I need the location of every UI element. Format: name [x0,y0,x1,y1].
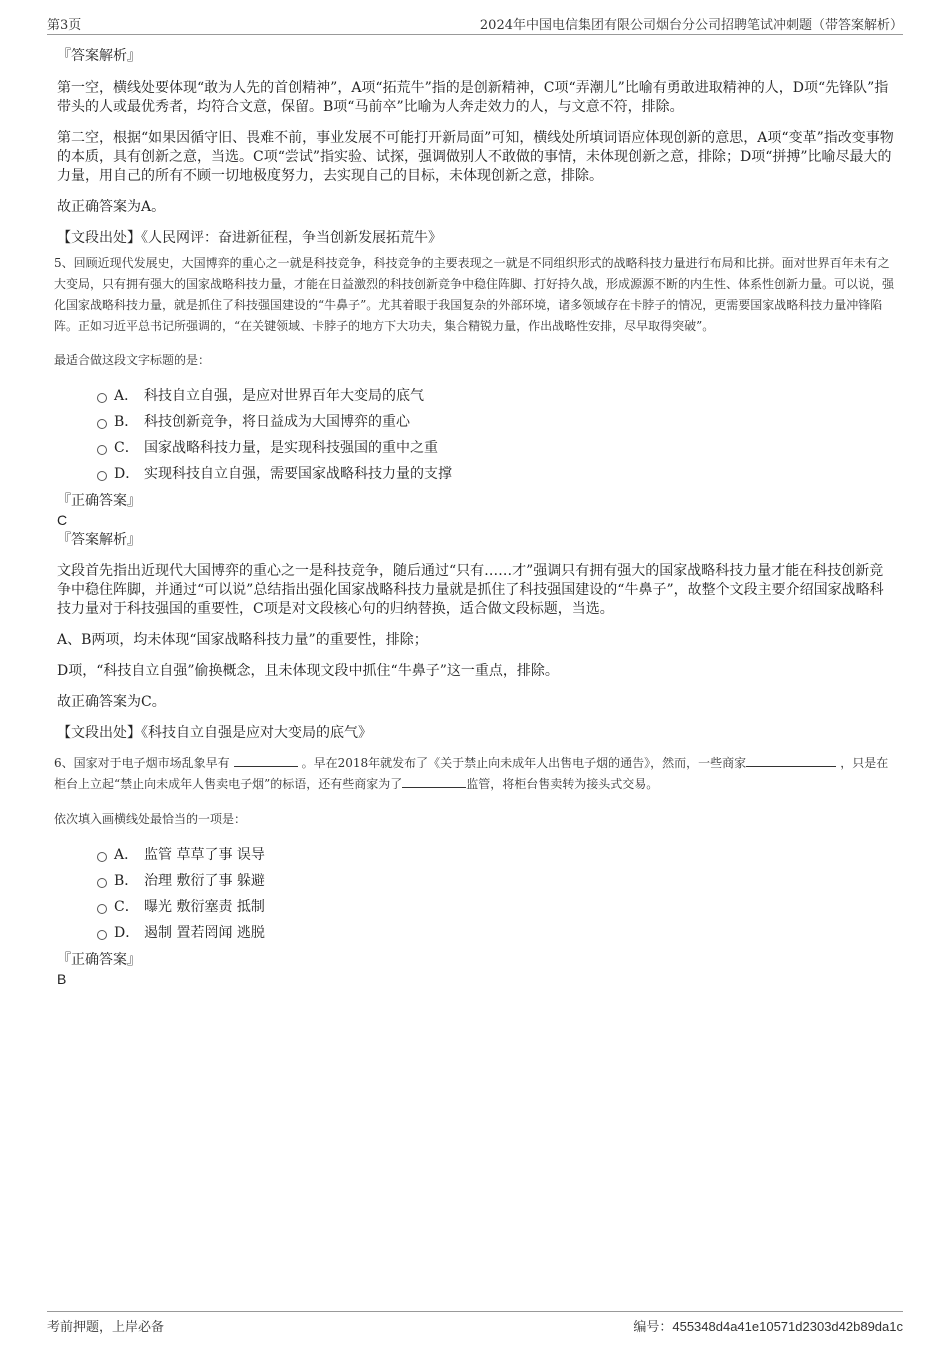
page-footer [47,1311,903,1335]
q6-option-d[interactable]: D． 遏制 置若罔闻 逃脱 [57,922,897,948]
footer-slogan: 考前押题，上岸必备 [47,1320,165,1335]
page-number: 第3页 [47,18,82,33]
document-code: 编号：455348d4a41e10571d2303d42b89da1c [633,1319,903,1335]
q5-analysis-p2: A、B两项，均未体现“国家战略科技力量”的重要性，排除； [57,632,428,648]
q5-answer-label: 『正确答案』 [57,493,141,509]
page-content [54,46,897,988]
q6-option-b[interactable]: B． 治理 敷衍了事 躲避 [57,870,897,896]
q6-option-c[interactable]: C． 曝光 敷衍塞责 抵制 [57,896,897,922]
q4-source: 【文段出处】《人民网评：奋进新征程，争当创新发展拓荒牛》 [57,230,442,246]
q6-answer-label: 『正确答案』 [57,952,141,968]
q6-options [57,844,897,948]
radio-icon[interactable] [97,904,107,914]
radio-icon[interactable] [97,471,107,481]
q5-option-a[interactable]: A． 科技自立自强，是应对世界百年大变局的底气 [57,385,897,411]
radio-icon[interactable] [97,419,107,429]
radio-icon[interactable] [97,445,107,455]
blank-1[interactable] [234,754,298,767]
q5-prompt: 最适合做这段文字标题的是： [54,353,211,367]
q5-answer: C [57,512,68,528]
radio-icon[interactable] [97,852,107,862]
radio-icon[interactable] [97,393,107,403]
q6-answer: B [57,971,67,987]
blank-3[interactable] [402,775,466,788]
q5-analysis-p3: D项，“科技自立自强”偷换概念，且未体现文段中抓住“牛鼻子”这一重点，排除。 [57,663,559,679]
q5-analysis-p1: 文段首先指出近现代大国博弈的重心之一是科技竞争，随后通过“只有……才”强调只有拥有强大的国家战略科技力量才能在科技创新竞争中稳住阵脚，并通过“可以说”总结指出强化国家战略科技力量就是抓住了科技强国建设的“牛鼻子”，故整个文段主要介绍国家战略科技力量对于科技强国的重要性，C项是对文段核心句的归纳替换，适合做文段标题，当选。 [57,563,884,617]
q4-analysis-p1: 第一空，横线处要体现“敢为人先的首创精神”，A项“拓荒牛”指的是创新精神，C项“弄潮儿”比喻有勇敢进取精神的人，D项“先锋队”指带头的人或最优秀者，均符合文意，保留。B项“马前卒”比喻为人奔走效力的人，与文意不符，排除。 [57,80,889,115]
q4-answer-conclusion: 故正确答案为A。 [57,199,166,215]
q6-option-a[interactable]: A． 监管 草草了事 误导 [57,844,897,870]
radio-icon[interactable] [97,930,107,940]
document-title: 2024年中国电信集团有限公司烟台分公司招聘笔试冲刺题（带答案解析） [479,18,903,33]
q5-analysis-label: 『答案解析』 [57,532,141,548]
page-header [47,14,903,35]
radio-icon[interactable] [97,878,107,888]
q6-stem: 6、国家对于电子烟市场乱象早有 。早在2018年就发布了《关于禁止向未成年人出售电子烟的通告》，然而，一些商家 ，只是在柜台上立起“禁止向未成年人售卖电子烟”的标语，还有些商家为了 监管，将柜台售卖转为接头式交易。 [54,756,889,791]
q4-analysis-label: 『答案解析』 [57,48,141,64]
q4-analysis-p2: 第二空，根据“如果因循守旧、畏难不前，事业发展不可能打开新局面”可知，横线处所填词语应体现创新的意思，A项“变革”指改变事物的本质，具有创新之意，当选。C项“尝试”指实验、试探，强调做别人不敢做的事情，未体现创新之意，排除；D项“拼搏”比喻尽最大的力量，用自己的所有不顾一切地极度努力，去实现自己的目标，未体现创新之意，排除。 [57,130,894,184]
q5-option-b[interactable]: B． 科技创新竞争，将日益成为大国博弈的重心 [57,411,897,437]
q5-option-d[interactable]: D． 实现科技自立自强，需要国家战略科技力量的支撑 [57,463,897,489]
q5-options [57,385,897,489]
q5-source: 【文段出处】《科技自立自强是应对大变局的底气》 [57,725,372,741]
q6-prompt: 依次填入画横线处最恰当的一项是： [54,812,247,826]
q5-answer-conclusion: 故正确答案为C。 [57,694,166,710]
q5-stem: 5、回顾近现代发展史，大国博弈的重心之一就是科技竞争，科技竞争的主要表现之一就是不同组织形式的战略科技力量进行布局和比拼。面对世界百年未有之大变局，只有拥有强大的国家战略科技力量，才能在日益激烈的科技创新竞争中稳住阵脚、打好持久战，形成源源不断的内生性、体系性创新力量。可以说，强化国家战略科技力量，就是抓住了科技强国建设的“牛鼻子”。尤其着眼于我国复杂的外部环境，诸多领域存在卡脖子的情况，更需要国家战略科技力量冲锋陷阵。正如习近平总书记所强调的，“在关键领域、卡脖子的地方下大功夫，集合精锐力量，作出战略性安排，尽早取得突破”。 [54,256,895,333]
blank-2[interactable] [746,754,836,767]
q5-option-c[interactable]: C． 国家战略科技力量，是实现科技强国的重中之重 [57,437,897,463]
